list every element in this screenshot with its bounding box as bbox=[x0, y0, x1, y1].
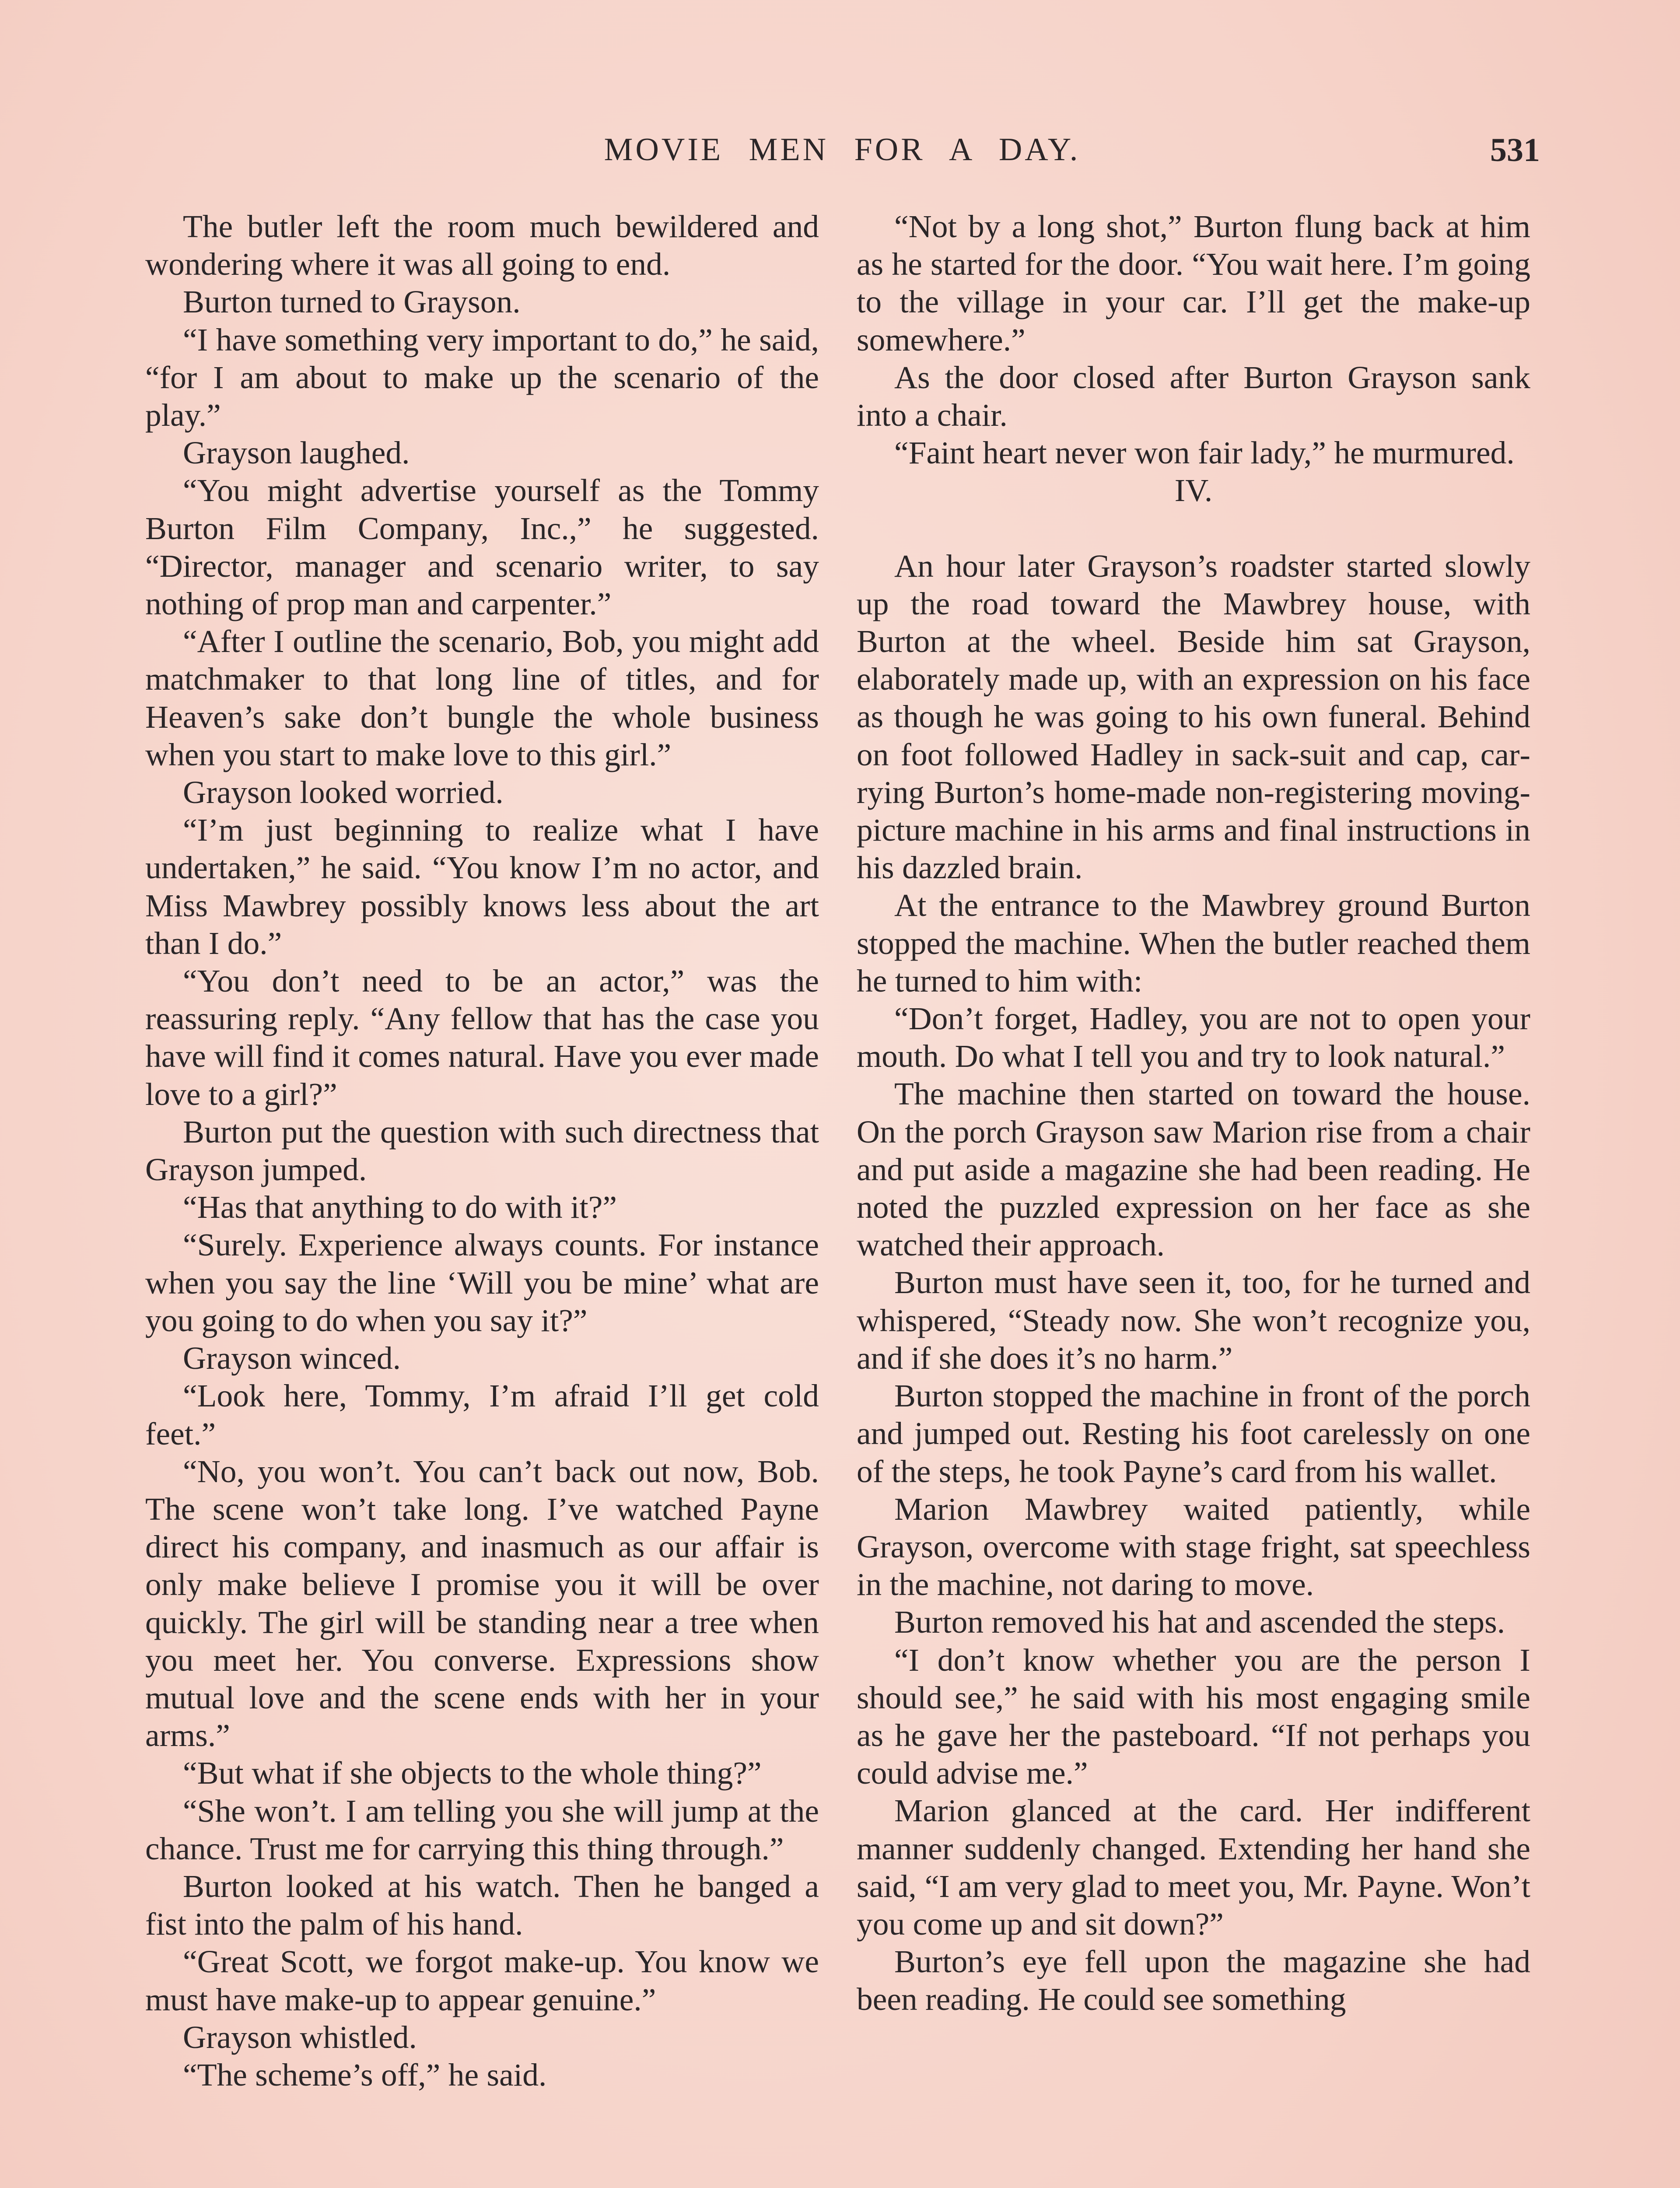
paragraph: The butler left the room much bewildered and wondering where it was all going to end. bbox=[145, 209, 819, 282]
paragraph: “She won’t. I am telling you she will jump at the chance. Trust me for carrying this thing through.” bbox=[145, 1793, 819, 1866]
paragraph: “Not by a long shot,” Burton flung back at him as he started for the door. “You wait here. I’m going to the village in your car. I’ll get the make-up somewhere.” bbox=[857, 209, 1530, 358]
paragraph: “Look here, Tommy, I’m afraid I’ll get cold feet.” bbox=[145, 1378, 819, 1452]
paragraph: Burton stopped the machine in front of the porch and jumped out. Resting his foot carelessly on one of the steps, he took Payne’s card from his wallet. bbox=[857, 1378, 1530, 1489]
paragraph: “No, you won’t. You can’t back out now, Bob. The scene won’t take long. I’ve watched Payne direct his company, and inasmuch as our affair is only make believe I promise you it will be over quickly. The girl will be standing near a tree when you meet her. You converse. Expressions show mutual love and the scene ends with her in your arms.” bbox=[145, 1453, 819, 1753]
paragraph: “Has that anything to do with it?” bbox=[183, 1189, 617, 1225]
paragraph: “Great Scott, we forgot make-up. You know we must have make-up to appear genuine.” bbox=[145, 1944, 819, 2017]
paragraph: Burton turned to Grayson. bbox=[183, 284, 521, 320]
paragraph: At the entrance to the Mawbrey ground Burton stopped the machine. When the butler reached them he turned to him with: bbox=[857, 887, 1530, 999]
paragraph: “Surely. Experience always counts. For instance when you say the line ‘Will you be mine’ what are you going to do when you say it?” bbox=[145, 1227, 819, 1338]
page-number: 531 bbox=[1490, 132, 1540, 168]
section-heading: IV. bbox=[1174, 473, 1213, 508]
paragraph: “You don’t need to be an actor,” was the reassuring reply. “Any fellow that has the case you have will find it comes natural. Have you ever made love to a girl?” bbox=[145, 963, 819, 1112]
paragraph: Burton removed his hat and ascended the steps. bbox=[894, 1604, 1505, 1640]
paragraph: Burton’s eye fell upon the magazine she had been reading. He could see something bbox=[857, 1944, 1530, 2017]
paragraph: “You might advertise yourself as the Tommy Burton Film Company, Inc.,” he suggested. “Director, manager and scenario writer, to say nothing of prop man and carpenter.” bbox=[145, 473, 819, 622]
paragraph: “Faint heart never won fair lady,” he murmured. bbox=[894, 435, 1515, 471]
paragraph: “The scheme’s off,” he said. bbox=[183, 2057, 547, 2093]
running-title: MOVIE MEN FOR A DAY. bbox=[604, 132, 1081, 168]
paragraph: “Don’t forget, Hadley, you are not to open your mouth. Do what I tell you and try to look natural.” bbox=[857, 1001, 1530, 1074]
left-column bbox=[145, 208, 819, 2094]
paragraph: As the door closed after Burton Grayson sank into a chair. bbox=[857, 359, 1530, 433]
paragraph: Grayson laughed. bbox=[183, 435, 410, 471]
paragraph: “I have something very important to do,” he said, “for I am about to make up the scenario of the play.” bbox=[145, 322, 819, 433]
paragraph: “But what if she objects to the whole thing?” bbox=[183, 1755, 762, 1791]
paragraph: The machine then started on toward the house. On the porch Grayson saw Marion rise from a chair and put aside a magazine she had been reading. He noted the puzzled expression on her face as she watched their approach. bbox=[857, 1076, 1530, 1263]
page-header bbox=[144, 131, 1540, 179]
paragraph: “I don’t know whether you are the person I should see,” he said with his most engaging smile as he gave her the pasteboard. “If not perhaps you could advise me.” bbox=[857, 1642, 1530, 1791]
paragraph: An hour later Grayson’s roadster started slowly up the road toward the Mawbrey house, with Burton at the wheel. Beside him sat Grayson, elaborately made up, with an expression on his face as though he was going to his own funeral. Behind on foot followed Hadley in sack-suit and cap, carrying Burton’s home-made non-registering moving-picture machine in his arms and final instructions in his dazzled brain. bbox=[857, 548, 1530, 886]
paragraph: Grayson winced. bbox=[183, 1340, 401, 1376]
paragraph: Grayson whistled. bbox=[183, 2019, 417, 2055]
paragraph: “I’m just beginning to realize what I have undertaken,” he said. “You know I’m no actor, and Miss Mawbrey possibly knows less about the art than I do.” bbox=[145, 812, 819, 961]
paragraph: Marion glanced at the card. Her indifferent manner suddenly changed. Extending her hand she said, “I am very glad to meet you, Mr. Payne. Won’t you come up and sit down?” bbox=[857, 1793, 1530, 1942]
paragraph: Grayson looked worried. bbox=[183, 775, 504, 810]
paragraph: “After I outline the scenario, Bob, you might add matchmaker to that long line of titles, and for Heaven’s sake don’t bungle the whole business when you start to make love to this girl.” bbox=[145, 624, 819, 772]
paragraph: Burton put the question with such directness that Grayson jumped. bbox=[145, 1114, 819, 1188]
right-column bbox=[857, 208, 1530, 2019]
paragraph: Burton looked at his watch. Then he banged a fist into the palm of his hand. bbox=[145, 1868, 819, 1942]
paragraph: Marion Mawbrey waited patiently, while Grayson, overcome with stage fright, sat speechless in the machine, not daring to move. bbox=[857, 1491, 1530, 1602]
paragraph: Burton must have seen it, too, for he turned and whispered, “Steady now. She won’t recognize you, and if she does it’s no harm.” bbox=[857, 1265, 1530, 1376]
